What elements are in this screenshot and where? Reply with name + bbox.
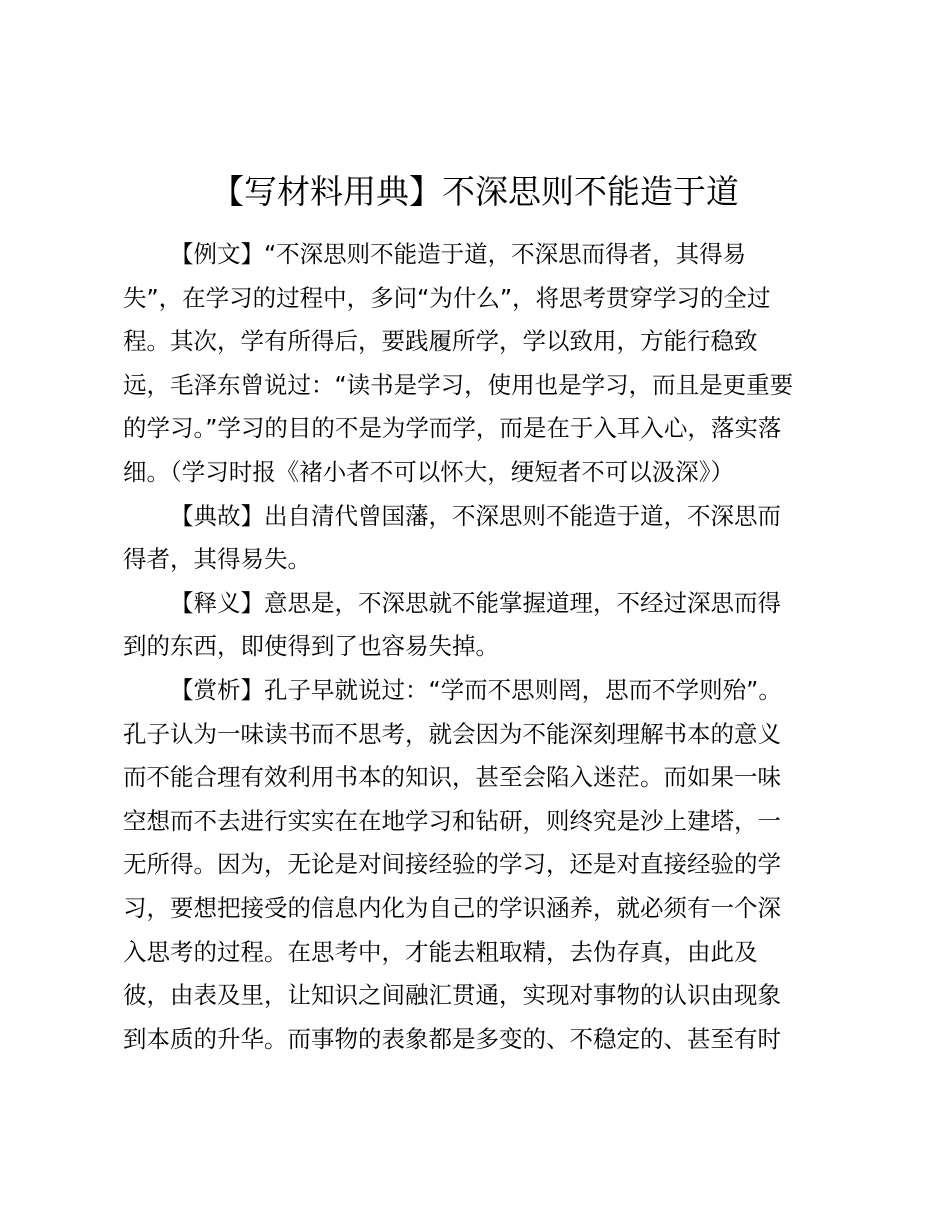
text-line: 细。（学习时报《褚小者不可以怀大，绠短者不可以汲深》） bbox=[123, 457, 734, 486]
text-line: 无所得。因为，无论是对间接经验的学习，还是对直接经验的学 bbox=[123, 850, 781, 879]
text-line: 入思考的过程。在思考中，才能去粗取精，去伪存真，由此及 bbox=[123, 937, 758, 966]
text-line: 而不能合理有效利用书本的知识，甚至会陷入迷茫。而如果一味 bbox=[123, 763, 781, 792]
text-line: 得者，其得易失。 bbox=[123, 545, 311, 574]
document-title: 【写材料用典】不深思则不能造于道 bbox=[211, 172, 739, 211]
text-line: 【典故】出自清代曾国藩，不深思则不能造于道，不深思而 bbox=[170, 501, 781, 530]
text-line: 程。其次，学有所得后，要践履所学，学以致用，方能行稳致 bbox=[123, 327, 758, 356]
text-line: 的学习。”学习的目的不是为学而学，而是在于入耳入心，落实落 bbox=[123, 414, 782, 443]
document-body bbox=[123, 233, 835, 1061]
text-line: 到本质的升华。而事物的表象都是多变的、不稳定的、甚至有时 bbox=[123, 1024, 781, 1053]
text-line: 失”，在学习的过程中，多问“为什么”，将思考贯穿学习的全过 bbox=[123, 283, 771, 312]
text-line: 习，要想把接受的信息内化为自己的学识涵养，就必须有一个深 bbox=[123, 893, 781, 922]
text-line: 孔子认为一味读书而不思考，就会因为不能深刻理解书本的意义 bbox=[123, 719, 781, 748]
text-line: 到的东西，即使得到了也容易失掉。 bbox=[123, 632, 499, 661]
text-line: 远，毛泽东曾说过：“读书是学习，使用也是学习，而且是更重要 bbox=[123, 370, 794, 399]
text-line: 【例文】“不深思则不能造于道，不深思而得者，其得易 bbox=[170, 240, 747, 268]
text-line: 彼，由表及里，让知识之间融汇贯通，实现对事物的认识由现象 bbox=[123, 981, 781, 1010]
text-line: 空想而不去进行实实在在地学习和钻研，则终究是沙上建塔，一 bbox=[123, 806, 781, 835]
text-line: 【释义】意思是，不深思就不能掌握道理，不经过深思而得 bbox=[170, 588, 781, 617]
text-line: 【赏析】孔子早就说过：“学而不思则罔，思而不学则殆”。 bbox=[170, 675, 782, 704]
